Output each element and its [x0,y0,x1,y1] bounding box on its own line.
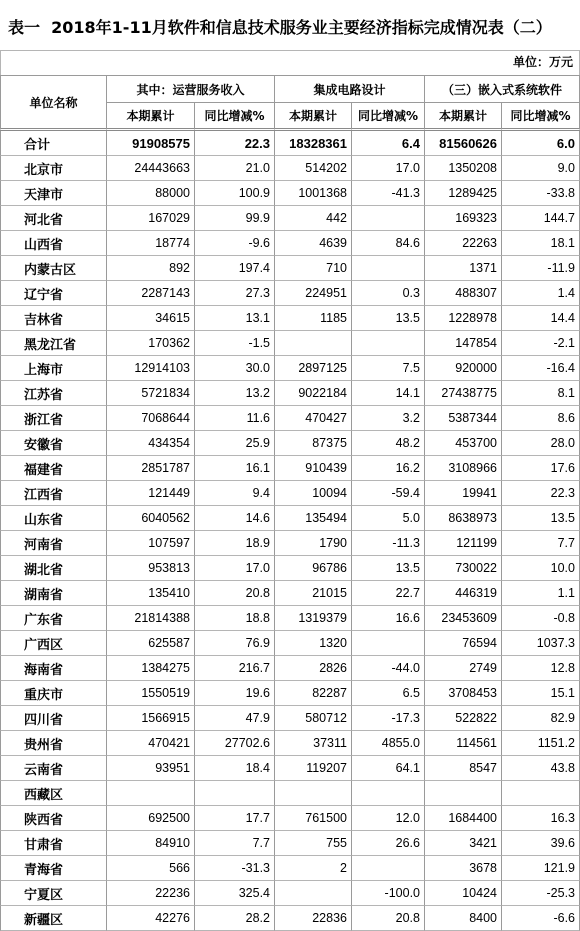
ops-revenue-yoy: 13.1 [195,306,275,331]
embedded-software-cumulative: 1228978 [425,306,502,331]
embedded-software-yoy: -33.8 [502,181,580,206]
ic-design-yoy: -44.0 [352,656,425,681]
embedded-software-cumulative: 453700 [425,431,502,456]
embedded-software-yoy: 7.7 [502,531,580,556]
ic-design-cumulative: 224951 [275,281,352,306]
ops-revenue-cumulative: 42276 [107,906,195,931]
embedded-software-cumulative: 1684400 [425,806,502,831]
ops-revenue-cumulative: 2851787 [107,456,195,481]
embedded-software-yoy [502,781,580,806]
embedded-software-cumulative: 446319 [425,581,502,606]
row-label: 海南省 [0,656,107,681]
table-row [0,906,580,931]
ic-design-yoy [352,856,425,881]
ops-revenue-cumulative: 22236 [107,881,195,906]
ic-design-cumulative: 37311 [275,731,352,756]
embedded-software-cumulative: 522822 [425,706,502,731]
ic-design-cumulative: 119207 [275,756,352,781]
ops-revenue-yoy: 30.0 [195,356,275,381]
ops-revenue-yoy: 19.6 [195,681,275,706]
embedded-software-cumulative: 27438775 [425,381,502,406]
embedded-software-cumulative: 19941 [425,481,502,506]
ic-design-yoy: 48.2 [352,431,425,456]
row-label: 天津市 [0,181,107,206]
ops-revenue-cumulative: 892 [107,256,195,281]
table-row [0,506,580,531]
table-row [0,206,580,231]
ic-design-cumulative: 514202 [275,156,352,181]
ic-design-cumulative: 4639 [275,231,352,256]
table-row [0,581,580,606]
row-label: 四川省 [0,706,107,731]
ops-revenue-cumulative: 135410 [107,581,195,606]
row-label: 云南省 [0,756,107,781]
ic-design-yoy: 13.5 [352,556,425,581]
ops-revenue-yoy: -31.3 [195,856,275,881]
ops-revenue-cumulative: 121449 [107,481,195,506]
embedded-software-cumulative: 121199 [425,531,502,556]
ops-revenue-yoy: -1.5 [195,331,275,356]
ic-design-yoy: 84.6 [352,231,425,256]
row-label: 甘肃省 [0,831,107,856]
ic-design-yoy: -11.3 [352,531,425,556]
ops-revenue-yoy: 76.9 [195,631,275,656]
ic-design-yoy: 6.4 [352,131,425,156]
table-row [0,381,580,406]
ops-revenue-cumulative: 625587 [107,631,195,656]
embedded-software-yoy: -0.8 [502,606,580,631]
embedded-software-cumulative: 23453609 [425,606,502,631]
table-row [0,681,580,706]
ops-revenue-cumulative: 1384275 [107,656,195,681]
ic-design-cumulative: 910439 [275,456,352,481]
table-row [0,431,580,456]
ops-revenue-yoy: 22.3 [195,131,275,156]
ic-design-yoy: -59.4 [352,481,425,506]
table-row [0,181,580,206]
ic-design-cumulative: 710 [275,256,352,281]
table-row [0,656,580,681]
group-header-embedded-software: （三）嵌入式系统软件 [425,75,580,103]
table-row [0,156,580,181]
embedded-software-yoy: 82.9 [502,706,580,731]
row-label: 新疆区 [0,906,107,931]
embedded-software-cumulative: 10424 [425,881,502,906]
embedded-software-yoy: -6.6 [502,906,580,931]
embedded-software-cumulative: 8400 [425,906,502,931]
table-row [0,631,580,656]
ops-revenue-yoy: 28.2 [195,906,275,931]
ic-design-yoy: 22.7 [352,581,425,606]
ops-revenue-cumulative: 470421 [107,731,195,756]
table-body [0,131,580,931]
embedded-software-yoy: 8.1 [502,381,580,406]
embedded-software-yoy: 39.6 [502,831,580,856]
ic-design-cumulative: 755 [275,831,352,856]
ops-revenue-yoy: 99.9 [195,206,275,231]
row-label: 内蒙古区 [0,256,107,281]
ic-design-cumulative: 1001368 [275,181,352,206]
embedded-software-yoy: 1.4 [502,281,580,306]
unit-label: 单位：万元 [0,50,580,75]
group-header-ic-design: 集成电路设计 [275,75,425,103]
ic-design-cumulative: 761500 [275,806,352,831]
ops-revenue-cumulative: 21814388 [107,606,195,631]
embedded-software-cumulative [425,781,502,806]
ops-revenue-yoy: 100.9 [195,181,275,206]
table-row [0,331,580,356]
page-title: 表一 2018年1-11月软件和信息技术服务业主要经济指标完成情况表（二） [8,18,552,37]
ops-revenue-yoy: 197.4 [195,256,275,281]
embedded-software-yoy: 1151.2 [502,731,580,756]
ops-revenue-yoy: 47.9 [195,706,275,731]
ops-revenue-yoy: 14.6 [195,506,275,531]
ic-design-yoy: 16.2 [352,456,425,481]
subheader-ic-yoy: 同比增减% [352,103,425,131]
ops-revenue-cumulative: 1566915 [107,706,195,731]
ops-revenue-cumulative: 24443663 [107,156,195,181]
ops-revenue-yoy: 9.4 [195,481,275,506]
ops-revenue-yoy: 216.7 [195,656,275,681]
ic-design-yoy: 14.1 [352,381,425,406]
table-row [0,806,580,831]
embedded-software-yoy: 17.6 [502,456,580,481]
embedded-software-yoy: 22.3 [502,481,580,506]
table-row [0,706,580,731]
ops-revenue-cumulative: 6040562 [107,506,195,531]
ic-design-cumulative: 442 [275,206,352,231]
embedded-software-yoy: 144.7 [502,206,580,231]
row-label: 重庆市 [0,681,107,706]
ic-design-yoy: 64.1 [352,756,425,781]
ops-revenue-yoy: 11.6 [195,406,275,431]
embedded-software-cumulative: 1371 [425,256,502,281]
embedded-software-cumulative: 5387344 [425,406,502,431]
embedded-software-yoy: 6.0 [502,131,580,156]
table-row [0,406,580,431]
ops-revenue-yoy: 18.8 [195,606,275,631]
ops-revenue-yoy: 21.0 [195,156,275,181]
ic-design-cumulative: 1790 [275,531,352,556]
subheader-embedded-yoy: 同比增减% [502,103,580,131]
ops-revenue-cumulative: 953813 [107,556,195,581]
group-header-operations-revenue: 其中：运营服务收入 [107,75,275,103]
table-row [0,731,580,756]
ic-design-yoy: 3.2 [352,406,425,431]
ops-revenue-yoy: 18.9 [195,531,275,556]
table-row [0,481,580,506]
ic-design-yoy: 7.5 [352,356,425,381]
ops-revenue-yoy: 17.0 [195,556,275,581]
table-row [0,531,580,556]
row-label: 广东省 [0,606,107,631]
row-label: 辽宁省 [0,281,107,306]
ops-revenue-yoy: -9.6 [195,231,275,256]
ic-design-cumulative: 2 [275,856,352,881]
row-label: 河南省 [0,531,107,556]
ops-revenue-cumulative: 12914103 [107,356,195,381]
column-header-unit-name: 单位名称 [0,75,107,131]
table-row [0,756,580,781]
table-row [0,606,580,631]
ic-design-cumulative: 1185 [275,306,352,331]
ops-revenue-yoy: 325.4 [195,881,275,906]
ops-revenue-cumulative: 34615 [107,306,195,331]
ops-revenue-cumulative: 1550519 [107,681,195,706]
embedded-software-yoy: 18.1 [502,231,580,256]
embedded-software-cumulative: 3108966 [425,456,502,481]
embedded-software-yoy: 13.5 [502,506,580,531]
row-label: 吉林省 [0,306,107,331]
ops-revenue-cumulative: 107597 [107,531,195,556]
embedded-software-cumulative: 3678 [425,856,502,881]
ops-revenue-cumulative: 566 [107,856,195,881]
embedded-software-cumulative: 1289425 [425,181,502,206]
row-label: 山东省 [0,506,107,531]
embedded-software-cumulative: 3708453 [425,681,502,706]
ic-design-yoy: 12.0 [352,806,425,831]
ic-design-yoy: 13.5 [352,306,425,331]
ic-design-yoy: 20.8 [352,906,425,931]
ic-design-yoy: -41.3 [352,181,425,206]
ic-design-cumulative: 580712 [275,706,352,731]
ic-design-yoy: 6.5 [352,681,425,706]
embedded-software-yoy: 28.0 [502,431,580,456]
row-label: 贵州省 [0,731,107,756]
ops-revenue-cumulative: 93951 [107,756,195,781]
ic-design-cumulative [275,331,352,356]
row-label: 安徽省 [0,431,107,456]
embedded-software-cumulative: 8638973 [425,506,502,531]
ic-design-cumulative: 21015 [275,581,352,606]
ic-design-cumulative: 135494 [275,506,352,531]
ic-design-cumulative: 1320 [275,631,352,656]
row-label: 山西省 [0,231,107,256]
row-label: 陕西省 [0,806,107,831]
ic-design-yoy: -100.0 [352,881,425,906]
ic-design-cumulative: 96786 [275,556,352,581]
embedded-software-cumulative: 2749 [425,656,502,681]
embedded-software-yoy: -16.4 [502,356,580,381]
table-row [0,856,580,881]
row-label: 宁夏区 [0,881,107,906]
embedded-software-yoy: 16.3 [502,806,580,831]
table-row [0,306,580,331]
row-label: 湖北省 [0,556,107,581]
row-label: 福建省 [0,456,107,481]
table-row [0,281,580,306]
ops-revenue-cumulative: 170362 [107,331,195,356]
row-label: 广西区 [0,631,107,656]
ic-design-cumulative: 10094 [275,481,352,506]
embedded-software-yoy: 14.4 [502,306,580,331]
ic-design-cumulative: 2826 [275,656,352,681]
subheader-ic-cumulative: 本期累计 [275,103,352,131]
embedded-software-yoy: 1.1 [502,581,580,606]
embedded-software-yoy: 43.8 [502,756,580,781]
table-row [0,556,580,581]
ops-revenue-cumulative: 2287143 [107,281,195,306]
embedded-software-cumulative: 22263 [425,231,502,256]
ops-revenue-yoy: 16.1 [195,456,275,481]
row-label: 西藏区 [0,781,107,806]
table-row [0,456,580,481]
row-label: 江苏省 [0,381,107,406]
ops-revenue-cumulative: 5721834 [107,381,195,406]
ic-design-yoy [352,331,425,356]
row-label: 江西省 [0,481,107,506]
ops-revenue-cumulative: 18774 [107,231,195,256]
embedded-software-cumulative: 147854 [425,331,502,356]
ic-design-yoy [352,781,425,806]
subheader-embedded-cumulative: 本期累计 [425,103,502,131]
embedded-software-yoy: 121.9 [502,856,580,881]
table-header [0,75,580,131]
embedded-software-yoy: 9.0 [502,156,580,181]
ic-design-cumulative [275,881,352,906]
table-row [0,356,580,381]
ic-design-yoy: 0.3 [352,281,425,306]
embedded-software-cumulative: 3421 [425,831,502,856]
ops-revenue-yoy: 13.2 [195,381,275,406]
embedded-software-cumulative: 81560626 [425,131,502,156]
ops-revenue-yoy [195,781,275,806]
embedded-software-yoy: 10.0 [502,556,580,581]
ic-design-yoy: 26.6 [352,831,425,856]
ic-design-yoy [352,256,425,281]
ic-design-yoy [352,206,425,231]
embedded-software-cumulative: 730022 [425,556,502,581]
table-row [0,881,580,906]
ic-design-cumulative: 82287 [275,681,352,706]
embedded-software-cumulative: 488307 [425,281,502,306]
table-row [0,231,580,256]
embedded-software-yoy: 15.1 [502,681,580,706]
ops-revenue-cumulative: 7068644 [107,406,195,431]
row-label: 黑龙江省 [0,331,107,356]
embedded-software-yoy: -2.1 [502,331,580,356]
embedded-software-cumulative: 76594 [425,631,502,656]
ic-design-yoy [352,631,425,656]
ops-revenue-cumulative: 84910 [107,831,195,856]
ops-revenue-yoy: 27.3 [195,281,275,306]
ops-revenue-cumulative: 434354 [107,431,195,456]
table-row [0,781,580,806]
embedded-software-cumulative: 920000 [425,356,502,381]
ic-design-cumulative: 9022184 [275,381,352,406]
embedded-software-yoy: -11.9 [502,256,580,281]
embedded-software-cumulative: 1350208 [425,156,502,181]
row-label: 青海省 [0,856,107,881]
embedded-software-cumulative: 114561 [425,731,502,756]
row-label: 湖南省 [0,581,107,606]
ops-revenue-yoy: 25.9 [195,431,275,456]
ic-design-cumulative: 2897125 [275,356,352,381]
ops-revenue-cumulative: 88000 [107,181,195,206]
ic-design-yoy: 4855.0 [352,731,425,756]
ic-design-cumulative: 18328361 [275,131,352,156]
ic-design-yoy: 17.0 [352,156,425,181]
ops-revenue-yoy: 17.7 [195,806,275,831]
ops-revenue-yoy: 7.7 [195,831,275,856]
embedded-software-cumulative: 8547 [425,756,502,781]
table-row [0,256,580,281]
ic-design-yoy: 5.0 [352,506,425,531]
ops-revenue-cumulative: 91908575 [107,131,195,156]
embedded-software-yoy: -25.3 [502,881,580,906]
row-label: 合计 [0,131,107,156]
subheader-ops-cumulative: 本期累计 [107,103,195,131]
row-label: 浙江省 [0,406,107,431]
ic-design-cumulative: 1319379 [275,606,352,631]
row-label: 河北省 [0,206,107,231]
ops-revenue-cumulative: 692500 [107,806,195,831]
ops-revenue-cumulative [107,781,195,806]
ic-design-cumulative: 87375 [275,431,352,456]
ic-design-yoy: 16.6 [352,606,425,631]
ops-revenue-cumulative: 167029 [107,206,195,231]
total-row [0,131,580,156]
embedded-software-yoy: 1037.3 [502,631,580,656]
table-row [0,831,580,856]
embedded-software-yoy: 8.6 [502,406,580,431]
row-label: 北京市 [0,156,107,181]
ic-design-yoy: -17.3 [352,706,425,731]
embedded-software-yoy: 12.8 [502,656,580,681]
ic-design-cumulative: 470427 [275,406,352,431]
subheader-ops-yoy: 同比增减% [195,103,275,131]
embedded-software-cumulative: 169323 [425,206,502,231]
row-label: 上海市 [0,356,107,381]
ic-design-cumulative [275,781,352,806]
ops-revenue-yoy: 20.8 [195,581,275,606]
ops-revenue-yoy: 18.4 [195,756,275,781]
ops-revenue-yoy: 27702.6 [195,731,275,756]
ic-design-cumulative: 22836 [275,906,352,931]
